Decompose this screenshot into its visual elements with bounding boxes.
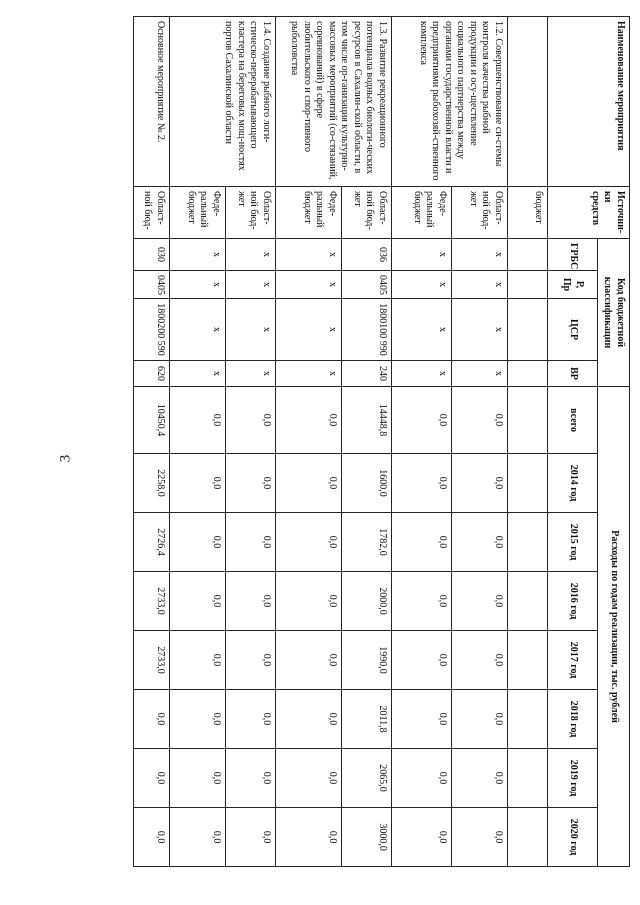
row-2015: 0,0 [392,513,452,572]
row-2015: 2726,4 [134,513,170,572]
header-budget-code: Код бюджетной классификации [598,239,630,387]
row-2018: 0,0 [392,690,452,749]
row-csr: 1800200 590 [134,299,170,361]
row-grbs: 030 [134,239,170,271]
row-2020: 0,0 [170,808,226,867]
row-2020 [508,808,548,867]
row-grbs [508,239,548,271]
row-rpr: x [276,271,342,299]
row-grbs: 036 [342,239,392,271]
budget-table [133,16,630,867]
row-2017: 0,0 [276,631,342,690]
row-2017: 0,0 [452,631,508,690]
row-2018: 0,0 [226,690,276,749]
row-rpr: x [170,271,226,299]
row-rpr: 0405 [342,271,392,299]
row-2014: 0,0 [170,454,226,513]
row-2014: 1600,0 [342,454,392,513]
row-total: 0,0 [170,387,226,454]
row-2016: 0,0 [170,572,226,631]
row-rpr: 0405 [134,271,170,299]
rotated-page [100,0,640,880]
row-source: Феде-ральный бюджет [276,187,342,239]
row-2018: 2011,8 [342,690,392,749]
row-2020: 0,0 [276,808,342,867]
row-total: 10450,4 [134,387,170,454]
row-2016: 2733,0 [134,572,170,631]
row-total: 0,0 [226,387,276,454]
row-2018: 0,0 [276,690,342,749]
table-row [452,17,508,867]
row-source: Феде-ральный бюджет [392,187,452,239]
row-vr: x [276,361,342,387]
row-vr [508,361,548,387]
row-source: Феде-ральный бюджет [170,187,226,239]
row-2020: 0,0 [134,808,170,867]
row-total: 14448,8 [342,387,392,454]
row-source: бюджет [508,187,548,239]
row-total [508,387,548,454]
row-2014: 0,0 [226,454,276,513]
row-csr: x [170,299,226,361]
row-total: 0,0 [392,387,452,454]
row-2015: 0,0 [276,513,342,572]
row-csr: 1800100 990 [342,299,392,361]
row-2017: 2733,0 [134,631,170,690]
row-2016: 0,0 [392,572,452,631]
row-2018 [508,690,548,749]
row-2016: 0,0 [452,572,508,631]
row-2020: 0,0 [392,808,452,867]
row-source: Област-ной бюд-жет [342,187,392,239]
row-2016: 0,0 [226,572,276,631]
row-vr: 240 [342,361,392,387]
row-name: 1.4. Создание рыбного логи-стическо-перерабатывающего кластера на береговых мощ-ностях портов Сахалинской области [170,17,276,187]
page-number: 3 [57,454,74,463]
row-2015: 0,0 [226,513,276,572]
table-row [134,17,170,867]
header-vr: ВР [548,361,598,387]
row-csr [508,299,548,361]
row-2017: 0,0 [170,631,226,690]
row-grbs: x [392,239,452,271]
row-2019 [508,749,548,808]
row-name: 1.2. Совершенствование си-стемы контроля качества рыбной продукции и осу-ществление социального партнерства между органами государственной власти и предприятиями рыбохозяй-ственного комплекса [392,17,508,187]
header-year-2018: 2018 год [548,690,598,749]
row-2018: 0,0 [170,690,226,749]
row-2015 [508,513,548,572]
table-row [342,17,392,867]
row-2018: 0,0 [134,690,170,749]
header-year-2020: 2020 год [548,808,598,867]
row-2015: 0,0 [170,513,226,572]
row-2015: 1782,0 [342,513,392,572]
row-2017: 0,0 [392,631,452,690]
row-rpr [508,271,548,299]
row-2019: 2065,0 [342,749,392,808]
row-2019: 0,0 [226,749,276,808]
row-total: 0,0 [276,387,342,454]
row-2014: 0,0 [276,454,342,513]
row-source: Област-ной бюд-жет [226,187,276,239]
row-csr: x [276,299,342,361]
row-rpr: x [226,271,276,299]
header-year-2015: 2015 год [548,513,598,572]
row-grbs: x [170,239,226,271]
row-vr: x [226,361,276,387]
row-rpr: x [392,271,452,299]
row-csr: x [226,299,276,361]
row-vr: x [392,361,452,387]
row-2020: 3000,0 [342,808,392,867]
header-year-2016: 2016 год [548,572,598,631]
row-grbs: x [276,239,342,271]
header-expenses: Расходы по годам реализации, тыс. рублей [598,387,630,867]
row-2020: 0,0 [452,808,508,867]
row-grbs: x [452,239,508,271]
row-2017 [508,631,548,690]
row-vr: x [170,361,226,387]
row-2019: 0,0 [392,749,452,808]
row-source: Област-ной бюд-жет [452,187,508,239]
row-2016: 2000,0 [342,572,392,631]
row-csr: x [392,299,452,361]
row-total: 0,0 [452,387,508,454]
row-2019: 0,0 [134,749,170,808]
header-csr: ЦСР [548,299,598,361]
row-rpr: x [452,271,508,299]
header-total: всего [548,387,598,454]
row-grbs: x [226,239,276,271]
row-2016: 0,0 [276,572,342,631]
header-year-2017: 2017 год [548,631,598,690]
row-csr: x [452,299,508,361]
row-2019: 0,0 [452,749,508,808]
row-2018: 0,0 [452,690,508,749]
row-2020: 0,0 [226,808,276,867]
row-2015: 0,0 [452,513,508,572]
row-source: Област-ной бюд- [134,187,170,239]
table-row [508,17,548,867]
row-2016 [508,572,548,631]
header-rpr: Р, Пр [548,271,598,299]
table-row [226,17,276,867]
header-year-2014: 2014 год [548,454,598,513]
row-name: 1.3. Развитие рекреационного потенциала водных биологи-ческих ресурсов в Сахалин-ской области, в том числе ор-ганизация культурно-массовых мероприятий (со-стязаний, соревнований) в сфере любительского и спор-тивного рыболовства [276,17,392,187]
header-year-2019: 2019 год [548,749,598,808]
row-2014 [508,454,548,513]
row-2017: 1990,0 [342,631,392,690]
row-2019: 0,0 [276,749,342,808]
row-name: Основное мероприятие № 2. [134,17,170,187]
row-name [508,17,548,187]
row-2014: 2258,0 [134,454,170,513]
row-2019: 0,0 [170,749,226,808]
row-vr: x [452,361,508,387]
row-2014: 0,0 [452,454,508,513]
row-vr: 620 [134,361,170,387]
row-2017: 0,0 [226,631,276,690]
header-source: Источни-ки средств [548,187,630,239]
row-2014: 0,0 [392,454,452,513]
header-grbs: ГРБС [548,239,598,271]
header-name: Наименование мероприятия [548,17,630,187]
